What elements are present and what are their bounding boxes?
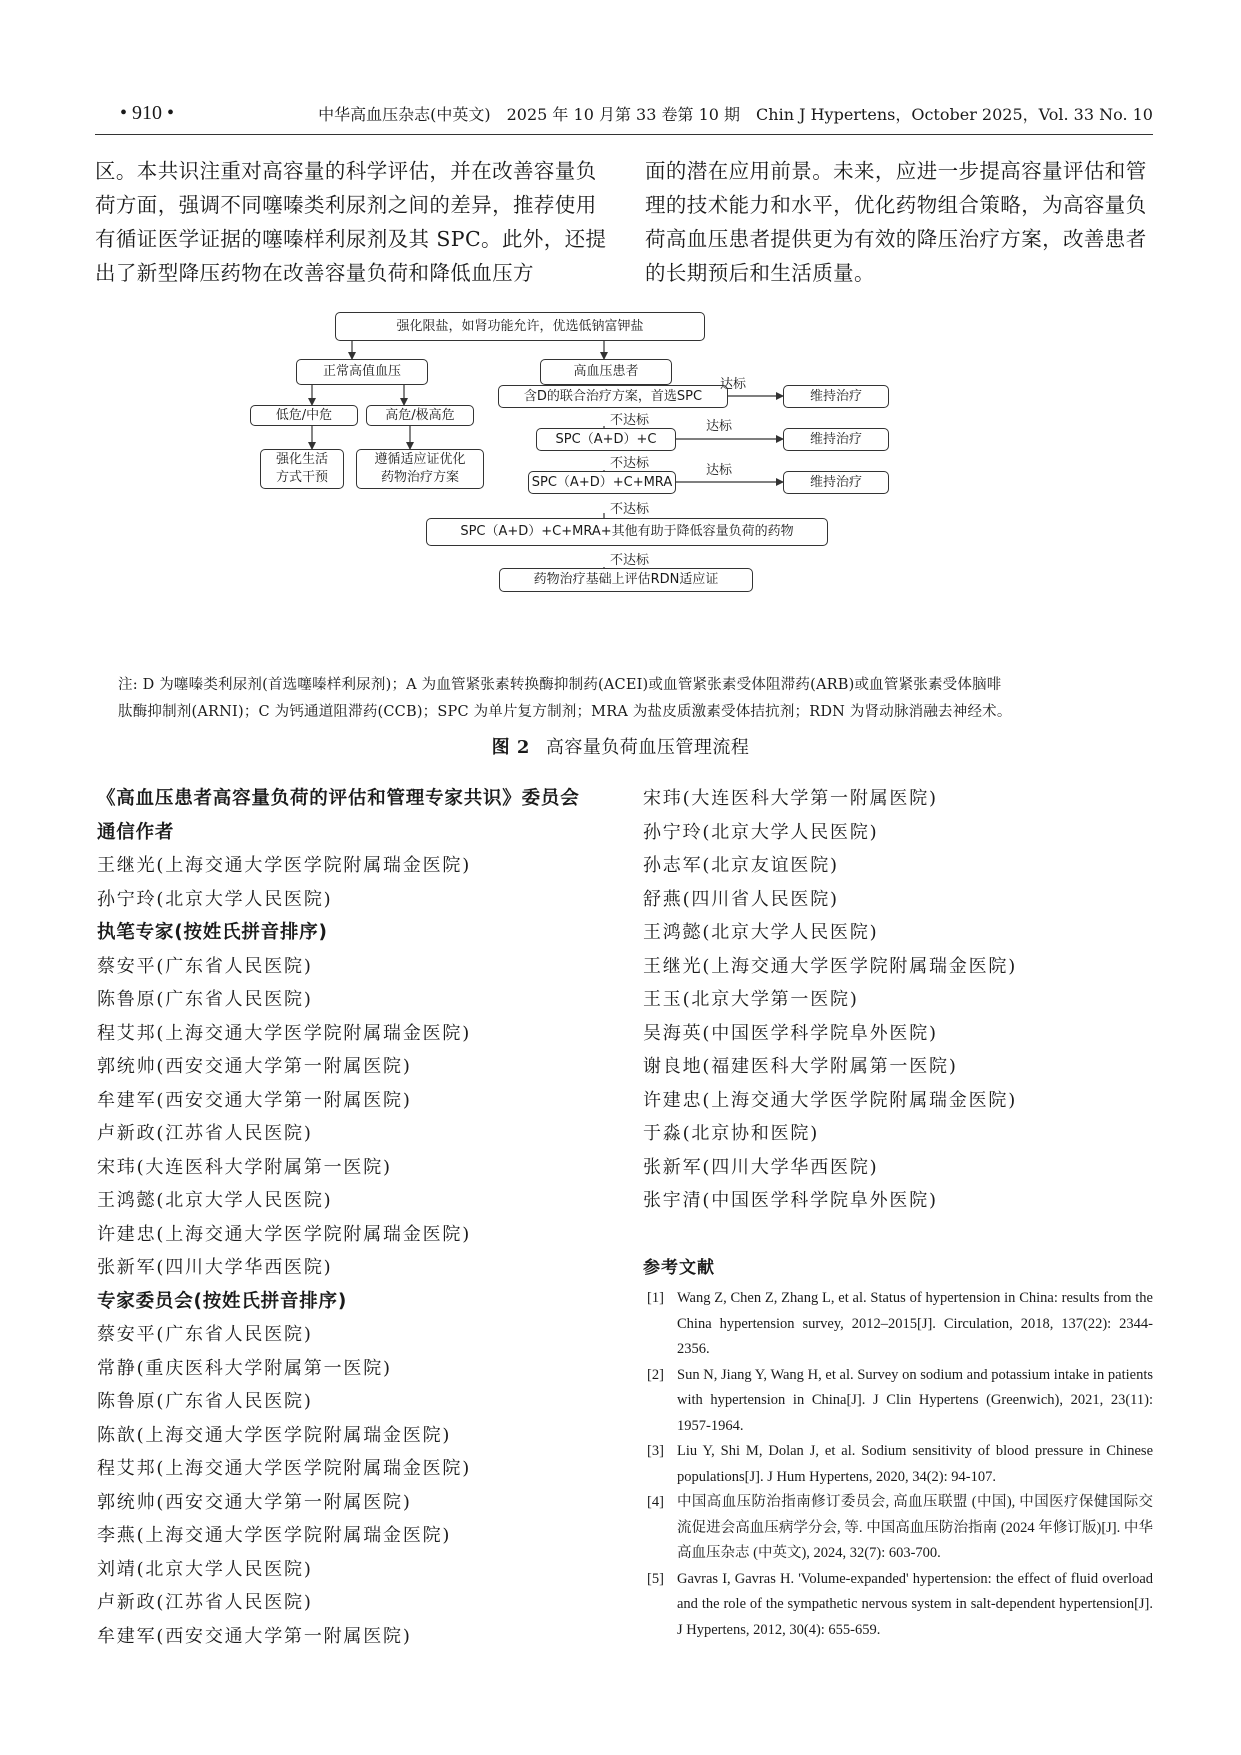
committee-member: 宋玮(大连医科大学附属第一医院) (97, 1156, 392, 1178)
drug-line1: 遵循适应证优化 (374, 452, 466, 467)
committee-member: 陈鲁原(广东省人民医院) (97, 989, 313, 1010)
reference-text: Sun N, Jiang Y, Wang H, et al. Survey on sodium and potassium intake in patients with hypertension in China[J]. J Clin Hypertens (Greenwich), 2021, 23(11): 1957-1964. (677, 1366, 1153, 1434)
box-high-risk: 高危/极高危 (366, 405, 474, 426)
committee-member: 吴海英(中国医学科学院阜外医院) (643, 1022, 938, 1044)
committee-member: 孙宁玲(北京大学人民医院) (97, 888, 333, 910)
reference-item (643, 1363, 1153, 1440)
label-reached-1: 达标 (720, 377, 747, 392)
box-low-mid-risk: 低危/中危 (250, 405, 358, 426)
committee-member: 王继光(上海交通大学医学院附属瑞金医院) (97, 855, 472, 876)
committee-member: 王玉(北京大学第一医院) (643, 989, 859, 1010)
committee-member: 于淼(北京协和医院) (643, 1123, 820, 1144)
box-normal-high-bp: 正常高值血压 (296, 359, 428, 385)
figure-label: 图 2 (491, 737, 530, 758)
committee-member: 张新军(四川大学华西医院) (97, 1257, 333, 1278)
committee-member: 许建忠(上海交通大学医学院附属瑞金医院) (97, 1223, 472, 1245)
reference-number: [1] (647, 1290, 664, 1306)
committee-member: 李燕(上海交通大学医学院附属瑞金医院) (97, 1525, 452, 1546)
box-maintain-3: 维持治疗 (783, 471, 889, 494)
committee-member: 卢新政(江苏省人民医院) (97, 1592, 313, 1613)
committee-member: 牟建军(西安交通大学第一附属医院) (97, 1089, 412, 1111)
committee-section-heading: 通信作者 (97, 821, 175, 843)
committee-member: 张新军(四川大学华西医院) (643, 1156, 879, 1178)
reference-item (643, 1286, 1153, 1363)
label-reached-2: 达标 (706, 419, 733, 434)
committee-member: 蔡安平(广东省人民医院) (97, 1324, 313, 1345)
box-maintain-2: 维持治疗 (783, 428, 889, 451)
committee-right-column (643, 782, 1163, 1218)
box-salt-restriction: 强化限盐，如肾功能允许，优选低钠富钾盐 (335, 312, 705, 341)
figure-note (118, 672, 1153, 726)
committee-member: 郭统帅(西安交通大学第一附属医院) (97, 1491, 412, 1513)
references-list (643, 1286, 1153, 1643)
committee-member: 刘靖(北京大学人民医院) (97, 1558, 313, 1580)
intro-left-paragraph: 区。本共识注重对高容量的科学评估，并在改善容量负荷方面，强调不同噻嗪类利尿剂之间的差异，推荐使用有循证医学证据的噻嗪样利尿剂及其 SPC。此外，还提出了新型降压药物在改善容量负荷和降低血压方 (95, 159, 607, 285)
header-rule (95, 134, 1153, 135)
committee-section-heading: 执笔专家(按姓氏拼音排序) (97, 922, 328, 943)
committee-member: 卢新政(江苏省人民医院) (97, 1123, 313, 1144)
committee-member: 谢良地(福建医科大学附属第一医院) (643, 1056, 958, 1077)
committee-member: 舒燕(四川省人民医院) (643, 888, 839, 910)
reference-item (643, 1490, 1153, 1567)
committee-member: 程艾邦(上海交通大学医学院附属瑞金医院) (97, 1458, 472, 1479)
committee-member: 陈歆(上海交通大学医学院附属瑞金医院) (97, 1424, 452, 1446)
reference-number: [2] (647, 1366, 664, 1383)
box-maintain-1: 维持治疗 (783, 385, 889, 408)
committee-member: 张宇清(中国医学科学院阜外医院) (643, 1190, 938, 1211)
reference-text: Wang Z, Chen Z, Zhang L, et al. Status of hypertension in China: results from the China hypertension survey, 2012–2015[J]. Circulation, 2018, 137(22): 2344-2356. (677, 1290, 1153, 1357)
figure-note-line1: 注: D 为噻嗪类利尿剂(首选噻嗪样利尿剂)；A 为血管紧张素转换酶抑制药(ACEI)或血管紧张素受体阻滞药(ARB)或血管紧张素受体脑啡 (118, 677, 1002, 693)
box-step2-spc-c: SPC（A+D）+C (536, 428, 676, 451)
label-not-reached-4: 不达标 (610, 553, 650, 568)
box-optimized-drug-therapy (356, 449, 484, 489)
reference-number: [4] (647, 1494, 664, 1510)
reference-text: Gavras I, Gavras H. 'Volume-expanded' hypertension: the effect of fluid overload and the role of the sympathetic nervous system in salt-dependent hypertension[J]. J Hypertens, 2012, 30(4): 655-659. (677, 1570, 1153, 1638)
committee-member: 蔡安平(广东省人民医院) (97, 955, 313, 977)
committee-member: 孙志军(北京友谊医院) (643, 855, 839, 876)
reference-text: Liu Y, Shi M, Dolan J, et al. Sodium sensitivity of blood pressure in Chinese populations[J]. J Hum Hypertens, 2020, 34(2): 94-107. (677, 1443, 1153, 1485)
committee-member: 许建忠(上海交通大学医学院附属瑞金医院) (643, 1089, 1018, 1111)
committee-member: 陈鲁原(广东省人民医院) (97, 1391, 313, 1412)
flowchart (270, 312, 950, 668)
figure-note-line2: 肽酶抑制剂(ARNI)；C 为钙通道阻滞药(CCB)；SPC 为单片复方制剂；MRA 为盐皮质激素受体拮抗剂；RDN 为肾动脉消融去神经术。 (118, 704, 1012, 720)
intro-right-column (645, 154, 1160, 290)
reference-item (643, 1567, 1153, 1644)
label-reached-3: 达标 (706, 463, 733, 478)
lifestyle-line2: 方式干预 (275, 470, 328, 485)
committee-member: 王鸿懿(北京大学人民医院) (97, 1190, 333, 1211)
committee-member: 郭统帅(西安交通大学第一附属医院) (97, 1056, 412, 1077)
journal-running-header: 中华高血压杂志(中英文) 2025 年 10 月第 33 卷第 10 期 Chin J Hypertens，October 2025，Vol. 33 No. 10 (318, 105, 1153, 124)
references-heading: 参考文献 (643, 1258, 715, 1278)
committee-member: 常静(重庆医科大学附属第一医院) (97, 1357, 392, 1379)
committee-member: 宋玮(大连医科大学第一附属医院) (643, 788, 938, 809)
committee-section-heading: 《高血压患者高容量负荷的评估和管理专家共识》委员会 (97, 788, 580, 809)
box-hypertension-patients: 高血压患者 (540, 359, 672, 385)
intro-right-paragraph: 面的潜在应用前景。未来，应进一步提高容量评估和管理的技术能力和水平，优化药物组合策略，为高容量负荷高血压患者提供更为有效的降压治疗方案，改善患者的长期预后和生活质量。 (645, 159, 1147, 285)
box-step3-spc-c-mra: SPC（A+D）+C+MRA (528, 471, 676, 494)
committee-member: 王继光(上海交通大学医学院附属瑞金医院) (643, 955, 1018, 977)
committee-member: 孙宁玲(北京大学人民医院) (643, 821, 879, 843)
box-step5-rdn: 药物治疗基础上评估RDN适应证 (499, 568, 753, 592)
label-not-reached-1: 不达标 (610, 413, 650, 428)
intro-left-column (95, 154, 610, 290)
figure-title: 高容量负荷血压管理流程 (545, 737, 750, 758)
committee-member: 程艾邦(上海交通大学医学院附属瑞金医院) (97, 1022, 472, 1044)
reference-number: [3] (647, 1443, 664, 1459)
box-step4-other-drugs: SPC（A+D）+C+MRA+其他有助于降低容量负荷的药物 (426, 518, 828, 546)
committee-member: 王鸿懿(北京大学人民医院) (643, 922, 879, 943)
box-lifestyle-intervention (260, 449, 344, 489)
box-step1-combination: 含D的联合治疗方案，首选SPC (498, 385, 728, 408)
label-not-reached-3: 不达标 (610, 502, 650, 517)
page-number: • 910 • (120, 102, 175, 124)
committee-section-heading: 专家委员会(按姓氏拼音排序) (97, 1290, 348, 1312)
drug-line2: 药物治疗方案 (380, 470, 459, 485)
label-not-reached-2: 不达标 (610, 456, 650, 471)
reference-number: [5] (647, 1570, 664, 1587)
figure-caption (0, 733, 1241, 759)
lifestyle-line1: 强化生活 (275, 452, 328, 467)
reference-text: 中国高血压防治指南修订委员会, 高血压联盟 (中国), 中国医疗保健国际交流促进会高血压病学分会, 等. 中国高血压防治指南 (2024 年修订版)[J]. 中华高血压杂志 (中英文), 2024, 32(7): 603-700. (677, 1494, 1153, 1561)
committee-member: 牟建军(西安交通大学第一附属医院) (97, 1625, 412, 1647)
reference-item (643, 1439, 1153, 1490)
committee-left-column (97, 782, 617, 1653)
